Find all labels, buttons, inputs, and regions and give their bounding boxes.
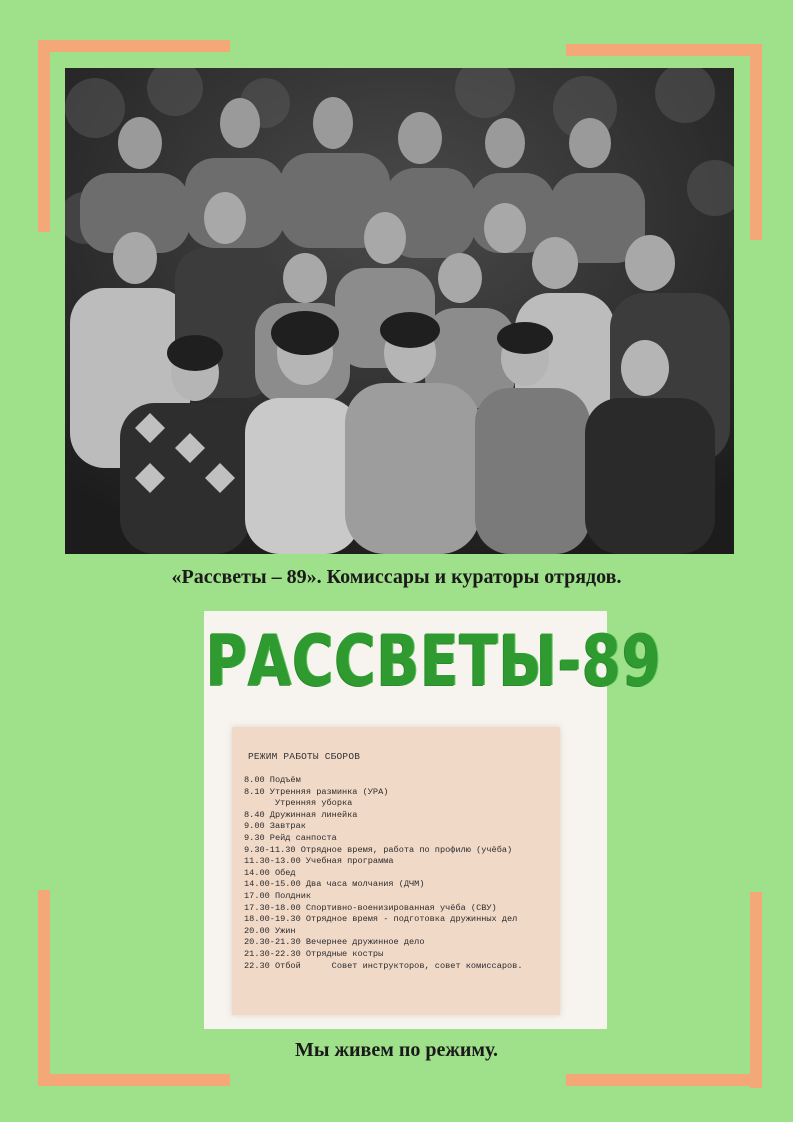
schedule-line: 21.30-22.30 Отрядные костры	[244, 948, 384, 959]
schedule-list	[244, 775, 584, 972]
schedule-line: 8.10 Утренняя разминка (УРА)	[244, 786, 389, 797]
schedule-line: 17.00 Полдник	[244, 890, 312, 901]
corner-frame-bottom-left-h	[38, 1074, 230, 1086]
schedule-line: 9.30-11.30 Отрядное время, работа по профилю (учёба)	[244, 844, 513, 855]
corner-frame-top-right-h	[566, 44, 762, 56]
corner-frame-top-right-v	[750, 44, 762, 240]
group-photo	[65, 68, 734, 554]
document-caption: Мы живем по режиму.	[295, 1039, 498, 1061]
schedule-line: 20.00 Ужин	[244, 925, 296, 936]
photo-caption: «Рассветы – 89». Комиссары и кураторы отрядов.	[171, 566, 622, 588]
schedule-line: 9.00 Завтрак	[244, 821, 306, 832]
schedule-line: 8.00 Подъём	[244, 775, 301, 785]
corner-frame-bottom-right-h	[566, 1074, 762, 1086]
schedule-line: 18.00-19.30 Отрядное время - подготовка дружинных дел	[244, 914, 518, 925]
corner-frame-top-left-h	[38, 40, 230, 52]
schedule-line: 14.00 Обед	[244, 867, 296, 878]
schedule-line: 20.30-21.30 Вечернее дружинное дело	[244, 937, 425, 948]
schedule-line: 22.30 Отбой Совет инструкторов, совет комиссаров.	[244, 960, 523, 971]
schedule-heading: РЕЖИМ РАБОТЫ СБОРОВ	[248, 751, 361, 762]
schedule-line: 8.40 Дружинная линейка	[244, 809, 358, 820]
corner-frame-top-left-v	[38, 40, 50, 232]
schedule-line: 17.30-18.00 Спортивно-военизированная учёба (СВУ)	[244, 902, 497, 913]
schedule-line: Утренняя уборка	[244, 798, 353, 809]
schedule-line: 14.00-15.00 Два часа молчания (ДЧМ)	[244, 879, 425, 890]
schedule-document	[204, 611, 662, 1029]
schedule-line: 9.30 Рейд санпоста	[244, 832, 337, 843]
document-title: РАССВЕТЫ-89	[206, 621, 662, 703]
schedule-line: 11.30-13.00 Учебная программа	[244, 856, 394, 867]
